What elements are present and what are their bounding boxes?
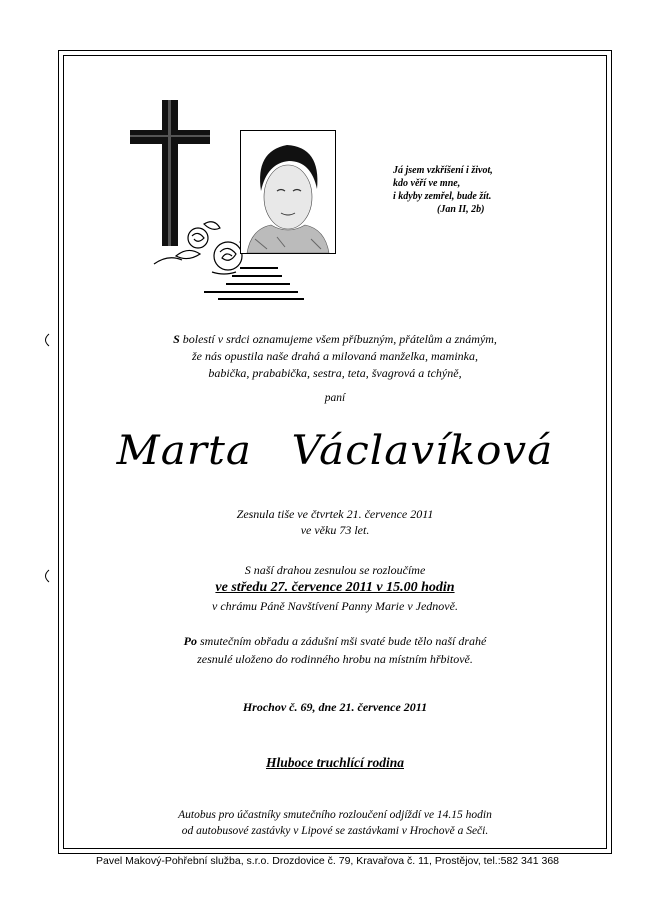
bible-quote xyxy=(393,164,543,216)
announcement-bold-initial: S xyxy=(173,332,180,346)
punch-hole-mark-top xyxy=(40,332,52,353)
quote-line: Já jsem vzkříšení i život, xyxy=(393,165,493,176)
announcement-text xyxy=(63,331,607,382)
family-signature: Hluboce truchlící rodina xyxy=(265,755,404,770)
burial-line: zesnulé uloženo do rodinného hrobu na místním hřbitově. xyxy=(197,652,473,666)
announcement-line: babička, prababička, sestra, teta, švagrová a tchýně, xyxy=(208,366,462,380)
burial-text xyxy=(63,632,607,668)
death-notice xyxy=(63,506,607,538)
death-age: ve věku 73 let. xyxy=(300,523,370,537)
bus-line: Autobus pro účastníky smutečního rozloučení odjíždí ve 14.15 hodin xyxy=(178,809,492,821)
deceased-name: Marta Václavíková xyxy=(116,428,554,474)
announcement-line: že nás opustila naše drahá a milovaná manželka, maminka, xyxy=(192,349,478,363)
place-and-date: Hrochov č. 69, dne 21. července 2011 xyxy=(242,700,428,714)
burial-line: smutečním obřadu a zádušní mši svaté bude tělo naší drahé xyxy=(197,634,487,648)
deceased-portrait-photo xyxy=(240,130,336,254)
ceremony-datetime: ve středu 27. července 2011 v 15.00 hodin xyxy=(215,580,455,595)
quote-line: kdo věří ve mne, xyxy=(393,178,461,189)
ceremony-place: v chrámu Páně Navštívení Panny Marie v Jednově. xyxy=(212,599,458,613)
announcement-line: bolestí v srdci oznamujeme všem příbuzným, přátelům a známým, xyxy=(179,332,497,346)
honorific: paní xyxy=(324,392,346,404)
bus-info xyxy=(63,807,607,839)
funeral-service-footer: Pavel Makový-Pohřební služba, s.r.o. Drozdovice č. 79, Kravařova č. 11, Prostějov, tel.:582 341 368 xyxy=(95,855,559,867)
death-line: Zesnula tiše ve čtvrtek 21. července 2011 xyxy=(236,507,434,521)
bus-line: od autobusové zastávky v Lipové se zastávkami v Hrochově a Seči. xyxy=(181,825,489,837)
ceremony-intro: S naší drahou zesnulou se rozloučíme xyxy=(244,563,426,577)
punch-hole-mark-bottom xyxy=(40,568,52,589)
burial-bold-start: Po xyxy=(183,634,198,648)
quote-reference: (Jan II, 2b) xyxy=(437,204,485,215)
quote-line: i kdyby zemřel, bude žít. xyxy=(393,191,492,202)
